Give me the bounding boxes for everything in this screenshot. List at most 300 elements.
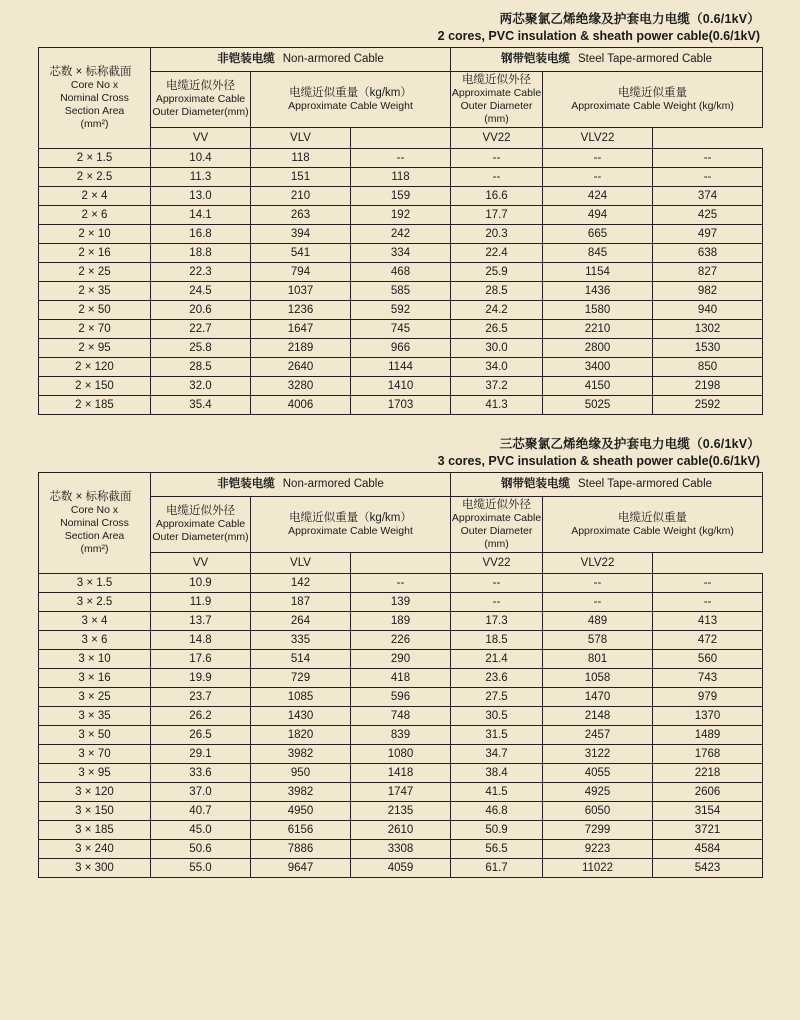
cell-value: 9223	[543, 840, 653, 859]
cell-core-size: 2 × 185	[39, 396, 151, 415]
cell-value: 1370	[653, 707, 763, 726]
cell-core-size: 2 × 120	[39, 358, 151, 377]
cell-value: 46.8	[451, 802, 543, 821]
cell-value: 2148	[543, 707, 653, 726]
cell-value: 1236	[251, 301, 351, 320]
cell-value: 23.6	[451, 669, 543, 688]
cell-value: 20.3	[451, 225, 543, 244]
cell-value: 192	[351, 206, 451, 225]
header-group-non-armored-2	[151, 473, 451, 497]
header-core-size-en4: (mm²)	[80, 117, 109, 130]
cell-value: 139	[351, 593, 451, 612]
cell-value: 541	[251, 244, 351, 263]
cell-value: 413	[653, 612, 763, 631]
cell-value: 494	[543, 206, 653, 225]
cell-value: 665	[543, 225, 653, 244]
table-row	[39, 688, 763, 707]
code-vv22-2: VV22	[451, 553, 543, 574]
cell-core-size: 2 × 16	[39, 244, 151, 263]
cell-value: 425	[653, 206, 763, 225]
cell-core-size: 3 × 10	[39, 650, 151, 669]
cell-value: 2592	[653, 396, 763, 415]
cell-value: 845	[543, 244, 653, 263]
cell-value: 19.9	[151, 669, 251, 688]
cell-value: 982	[653, 282, 763, 301]
cell-core-size: 2 × 35	[39, 282, 151, 301]
cell-value: 514	[251, 650, 351, 669]
cell-value: 1820	[251, 726, 351, 745]
header-weight-nonarmored	[251, 72, 451, 128]
table-body-2-cores	[39, 149, 763, 415]
cell-value: --	[653, 149, 763, 168]
header-od-nonarmored-en-2: Approximate Cable Outer Diameter(mm)	[152, 518, 249, 543]
cell-value: 6156	[251, 821, 351, 840]
cell-value: 3400	[543, 358, 653, 377]
header-weight-nonarmored-cn: 电缆近似重量（kg/km）	[289, 86, 412, 99]
cell-value: --	[351, 149, 451, 168]
cell-value: --	[543, 168, 653, 187]
cell-value: 3122	[543, 745, 653, 764]
header-group-non-armored-en: Non-armored Cable	[282, 53, 384, 65]
header-od-armored	[451, 72, 543, 128]
cell-value: 9647	[251, 859, 351, 878]
cell-value: 10.9	[151, 574, 251, 593]
cell-core-size: 3 × 4	[39, 612, 151, 631]
cell-value: --	[543, 593, 653, 612]
cell-value: 585	[351, 282, 451, 301]
cell-value: 17.7	[451, 206, 543, 225]
cell-value: 33.6	[151, 764, 251, 783]
cell-value: 14.1	[151, 206, 251, 225]
table-row	[39, 707, 763, 726]
header-weight-nonarmored-cn-2: 电缆近似重量（kg/km）	[289, 511, 412, 524]
cell-core-size: 3 × 35	[39, 707, 151, 726]
cell-core-size: 3 × 300	[39, 859, 151, 878]
table-row	[39, 859, 763, 878]
table-row	[39, 669, 763, 688]
cell-value: 32.0	[151, 377, 251, 396]
cell-value: --	[451, 574, 543, 593]
cell-core-size: 3 × 120	[39, 783, 151, 802]
header-weight-nonarmored-en-2: Approximate Cable Weight	[288, 524, 413, 537]
cell-core-size: 2 × 2.5	[39, 168, 151, 187]
cell-core-size: 3 × 240	[39, 840, 151, 859]
cell-value: 28.5	[451, 282, 543, 301]
cell-value: 2606	[653, 783, 763, 802]
header-od-nonarmored	[151, 72, 251, 128]
table-row	[39, 263, 763, 282]
cell-value: 226	[351, 631, 451, 650]
cell-value: 40.7	[151, 802, 251, 821]
header-group-non-armored-cn-2: 非铠装电缆	[217, 478, 275, 490]
cell-value: 16.8	[151, 225, 251, 244]
header-weight-armored-2	[543, 497, 763, 553]
header-od-armored-2	[451, 497, 543, 553]
cell-value: 11022	[543, 859, 653, 878]
header-od-armored-en-2: Approximate Cable Outer Diameter (mm)	[451, 511, 542, 550]
cell-value: 1647	[251, 320, 351, 339]
table-row	[39, 764, 763, 783]
cell-value: 745	[351, 320, 451, 339]
table-header-groups	[39, 48, 763, 72]
code-vlv-2: VLV	[251, 553, 351, 574]
cell-value: 22.4	[451, 244, 543, 263]
cell-value: 55.0	[151, 859, 251, 878]
cell-value: 7299	[543, 821, 653, 840]
cell-value: 1703	[351, 396, 451, 415]
cell-value: 2198	[653, 377, 763, 396]
header-core-size-en3: Section Area	[64, 104, 125, 117]
cell-value: 3308	[351, 840, 451, 859]
cell-value: 10.4	[151, 149, 251, 168]
header-core-size-cn: 芯数 × 标称截面	[49, 65, 132, 78]
cell-value: 4006	[251, 396, 351, 415]
cell-value: 1302	[653, 320, 763, 339]
header-weight-nonarmored-2	[251, 497, 451, 553]
cell-value: 5025	[543, 396, 653, 415]
cell-value: 1768	[653, 745, 763, 764]
cell-core-size: 3 × 25	[39, 688, 151, 707]
code-vlv: VLV	[251, 128, 351, 149]
header-weight-armored	[543, 72, 763, 128]
table-row	[39, 650, 763, 669]
cable-table-3-cores	[38, 472, 763, 878]
cell-value: 1080	[351, 745, 451, 764]
cell-value: 850	[653, 358, 763, 377]
cell-value: 1430	[251, 707, 351, 726]
header-od-nonarmored-en: Approximate Cable Outer Diameter(mm)	[152, 93, 249, 118]
cell-value: 1410	[351, 377, 451, 396]
cell-value: 743	[653, 669, 763, 688]
table-row	[39, 840, 763, 859]
cell-value: 20.6	[151, 301, 251, 320]
code-od-armored-blank	[351, 128, 451, 149]
header-core-size-en3-2: Section Area	[64, 529, 125, 542]
section-title-en: 2 cores, PVC insulation & sheath power cable(0.6/1kV)	[437, 29, 760, 43]
cell-value: 2218	[653, 764, 763, 783]
header-od-armored-cn: 电缆近似外径	[462, 73, 532, 86]
cell-value: 26.2	[151, 707, 251, 726]
cell-value: 489	[543, 612, 653, 631]
header-weight-armored-en-2: Approximate Cable Weight (kg/km)	[571, 524, 734, 537]
code-vlv22: VLV22	[543, 128, 653, 149]
cell-value: 56.5	[451, 840, 543, 859]
cell-value: 578	[543, 631, 653, 650]
cell-value: 1154	[543, 263, 653, 282]
cell-value: 950	[251, 764, 351, 783]
header-core-size-en1-2: Core No x	[70, 503, 119, 516]
section-title-block	[38, 10, 762, 47]
cell-value: 2210	[543, 320, 653, 339]
cell-value: 4950	[251, 802, 351, 821]
cell-value: 29.1	[151, 745, 251, 764]
cell-value: 2610	[351, 821, 451, 840]
table-row	[39, 726, 763, 745]
cell-value: 3280	[251, 377, 351, 396]
cell-value: 159	[351, 187, 451, 206]
cell-value: 187	[251, 593, 351, 612]
cell-value: --	[543, 149, 653, 168]
header-core-size-2	[39, 473, 151, 574]
cell-value: 2640	[251, 358, 351, 377]
cell-core-size: 3 × 95	[39, 764, 151, 783]
cell-value: 2135	[351, 802, 451, 821]
cell-value: 827	[653, 263, 763, 282]
cell-value: 394	[251, 225, 351, 244]
cell-value: 1489	[653, 726, 763, 745]
cell-value: --	[543, 574, 653, 593]
cell-core-size: 3 × 6	[39, 631, 151, 650]
table-row	[39, 301, 763, 320]
header-od-nonarmored-cn: 电缆近似外径	[166, 80, 235, 92]
cell-value: 4925	[543, 783, 653, 802]
cell-value: 34.0	[451, 358, 543, 377]
table-row	[39, 149, 763, 168]
cell-value: 28.5	[151, 358, 251, 377]
table-row	[39, 745, 763, 764]
cell-core-size: 2 × 25	[39, 263, 151, 282]
cell-value: 560	[653, 650, 763, 669]
code-vv: VV	[151, 128, 251, 149]
cell-value: 1058	[543, 669, 653, 688]
cell-value: 979	[653, 688, 763, 707]
cell-value: 3982	[251, 745, 351, 764]
cell-value: 11.3	[151, 168, 251, 187]
table-body-3-cores	[39, 574, 763, 878]
cell-value: 801	[543, 650, 653, 669]
cell-core-size: 3 × 50	[39, 726, 151, 745]
cell-value: 729	[251, 669, 351, 688]
cell-value: 4150	[543, 377, 653, 396]
cell-value: 30.5	[451, 707, 543, 726]
cell-value: 26.5	[451, 320, 543, 339]
cell-value: 418	[351, 669, 451, 688]
cell-value: 142	[251, 574, 351, 593]
cell-value: 18.5	[451, 631, 543, 650]
cell-core-size: 2 × 150	[39, 377, 151, 396]
table-row	[39, 631, 763, 650]
header-od-armored-cn-2: 电缆近似外径	[462, 498, 532, 511]
cell-value: 263	[251, 206, 351, 225]
cell-value: 17.6	[151, 650, 251, 669]
cell-value: 118	[351, 168, 451, 187]
cell-core-size: 2 × 4	[39, 187, 151, 206]
cell-value: 41.5	[451, 783, 543, 802]
table-row	[39, 339, 763, 358]
cell-value: 1144	[351, 358, 451, 377]
cell-value: 4584	[653, 840, 763, 859]
cell-value: 210	[251, 187, 351, 206]
cell-value: 966	[351, 339, 451, 358]
table-header-groups-2	[39, 473, 763, 497]
cell-core-size: 2 × 10	[39, 225, 151, 244]
header-core-size-cn-2: 芯数 × 标称截面	[49, 490, 132, 503]
cell-core-size: 3 × 16	[39, 669, 151, 688]
cell-value: 424	[543, 187, 653, 206]
table-row	[39, 574, 763, 593]
cell-value: 24.5	[151, 282, 251, 301]
cell-core-size: 3 × 185	[39, 821, 151, 840]
cell-value: 1418	[351, 764, 451, 783]
cell-value: 31.5	[451, 726, 543, 745]
header-weight-nonarmored-en: Approximate Cable Weight	[288, 99, 413, 112]
cell-value: 25.8	[151, 339, 251, 358]
cell-value: 37.0	[151, 783, 251, 802]
cell-value: --	[451, 593, 543, 612]
cell-value: --	[653, 593, 763, 612]
table-row	[39, 225, 763, 244]
code-vv22: VV22	[451, 128, 543, 149]
cell-core-size: 2 × 1.5	[39, 149, 151, 168]
header-core-size	[39, 48, 151, 149]
cell-value: 3982	[251, 783, 351, 802]
cell-value: 41.3	[451, 396, 543, 415]
header-group-non-armored	[151, 48, 451, 72]
section-title-cn-2: 三芯聚氯乙烯绝缘及护套电力电缆（0.6/1kV）	[499, 437, 760, 451]
header-core-size-en1: Core No x	[70, 78, 119, 91]
cell-core-size: 3 × 1.5	[39, 574, 151, 593]
header-group-armored-cn-2: 钢带铠装电缆	[501, 478, 570, 490]
cell-value: 35.4	[151, 396, 251, 415]
cell-value: 1470	[543, 688, 653, 707]
cell-value: 22.3	[151, 263, 251, 282]
cell-value: 596	[351, 688, 451, 707]
cell-value: 1747	[351, 783, 451, 802]
header-core-size-en2: Nominal Cross	[60, 91, 129, 104]
cell-value: 50.9	[451, 821, 543, 840]
cell-value: 22.7	[151, 320, 251, 339]
cell-value: 45.0	[151, 821, 251, 840]
cell-value: --	[653, 574, 763, 593]
cell-core-size: 2 × 70	[39, 320, 151, 339]
table-row	[39, 244, 763, 263]
cell-value: 374	[653, 187, 763, 206]
cell-value: 4059	[351, 859, 451, 878]
cell-value: 3154	[653, 802, 763, 821]
cell-value: 1085	[251, 688, 351, 707]
cell-value: 1037	[251, 282, 351, 301]
cell-value: --	[653, 168, 763, 187]
table-row	[39, 593, 763, 612]
header-weight-armored-en: Approximate Cable Weight (kg/km)	[571, 99, 734, 112]
cell-value: 151	[251, 168, 351, 187]
header-group-armored-cn: 钢带铠装电缆	[501, 53, 570, 65]
cell-value: 748	[351, 707, 451, 726]
cell-core-size: 2 × 6	[39, 206, 151, 225]
section-gap	[38, 421, 762, 435]
cell-core-size: 2 × 95	[39, 339, 151, 358]
section-title-block-2	[38, 435, 762, 472]
table-row	[39, 168, 763, 187]
cell-value: 638	[653, 244, 763, 263]
table-row	[39, 282, 763, 301]
header-core-size-en2-2: Nominal Cross	[60, 516, 129, 529]
cell-value: 34.7	[451, 745, 543, 764]
section-title-en-2: 3 cores, PVC insulation & sheath power cable(0.6/1kV)	[437, 454, 760, 468]
cell-value: --	[451, 149, 543, 168]
cell-value: 290	[351, 650, 451, 669]
header-weight-armored-cn-2: 电缆近似重量	[618, 511, 688, 524]
cell-core-size: 2 × 50	[39, 301, 151, 320]
header-weight-armored-cn: 电缆近似重量	[618, 86, 688, 99]
cell-value: 24.2	[451, 301, 543, 320]
header-od-nonarmored-2	[151, 497, 251, 553]
table-row	[39, 187, 763, 206]
cell-value: 18.8	[151, 244, 251, 263]
cell-value: 940	[653, 301, 763, 320]
cell-value: 592	[351, 301, 451, 320]
table-row	[39, 358, 763, 377]
cell-value: 2457	[543, 726, 653, 745]
table-row	[39, 802, 763, 821]
code-od-armored-blank-2	[351, 553, 451, 574]
cell-value: 17.3	[451, 612, 543, 631]
cell-value: 118	[251, 149, 351, 168]
header-group-non-armored-cn: 非铠装电缆	[217, 53, 275, 65]
cell-value: 5423	[653, 859, 763, 878]
cell-value: 13.0	[151, 187, 251, 206]
cell-value: 1436	[543, 282, 653, 301]
table-row	[39, 320, 763, 339]
cell-value: --	[351, 574, 451, 593]
cell-value: 6050	[543, 802, 653, 821]
cell-value: 37.2	[451, 377, 543, 396]
table-row	[39, 612, 763, 631]
cell-value: 23.7	[151, 688, 251, 707]
section-title-cn: 两芯聚氯乙烯绝缘及护套电力电缆（0.6/1kV）	[499, 12, 760, 26]
cell-value: 472	[653, 631, 763, 650]
cell-value: 839	[351, 726, 451, 745]
cell-value: 794	[251, 263, 351, 282]
cell-value: 335	[251, 631, 351, 650]
cell-value: 1530	[653, 339, 763, 358]
cell-value: 26.5	[151, 726, 251, 745]
cell-value: 2800	[543, 339, 653, 358]
header-od-armored-en: Approximate Cable Outer Diameter (mm)	[451, 86, 542, 125]
cell-value: 27.5	[451, 688, 543, 707]
table-row	[39, 396, 763, 415]
cell-value: 13.7	[151, 612, 251, 631]
cell-value: 30.0	[451, 339, 543, 358]
cell-value: 242	[351, 225, 451, 244]
cell-value: 50.6	[151, 840, 251, 859]
table-row	[39, 206, 763, 225]
cell-value: 38.4	[451, 764, 543, 783]
cell-value: --	[451, 168, 543, 187]
header-group-non-armored-en-2: Non-armored Cable	[282, 478, 384, 490]
cell-value: 3721	[653, 821, 763, 840]
table-row	[39, 783, 763, 802]
cell-value: 11.9	[151, 593, 251, 612]
cell-value: 21.4	[451, 650, 543, 669]
cable-section-2-cores	[38, 10, 762, 415]
cell-value: 7886	[251, 840, 351, 859]
cable-section-3-cores	[38, 435, 762, 878]
cell-value: 25.9	[451, 263, 543, 282]
header-od-nonarmored-cn-2: 电缆近似外径	[166, 505, 235, 517]
cell-core-size: 3 × 2.5	[39, 593, 151, 612]
cell-value: 264	[251, 612, 351, 631]
cell-value: 497	[653, 225, 763, 244]
cell-value: 14.8	[151, 631, 251, 650]
code-vv-2: VV	[151, 553, 251, 574]
code-vlv22-2: VLV22	[543, 553, 653, 574]
table-row	[39, 377, 763, 396]
header-group-armored-en: Steel Tape-armored Cable	[578, 53, 713, 65]
cell-value: 468	[351, 263, 451, 282]
cell-value: 61.7	[451, 859, 543, 878]
cell-value: 334	[351, 244, 451, 263]
